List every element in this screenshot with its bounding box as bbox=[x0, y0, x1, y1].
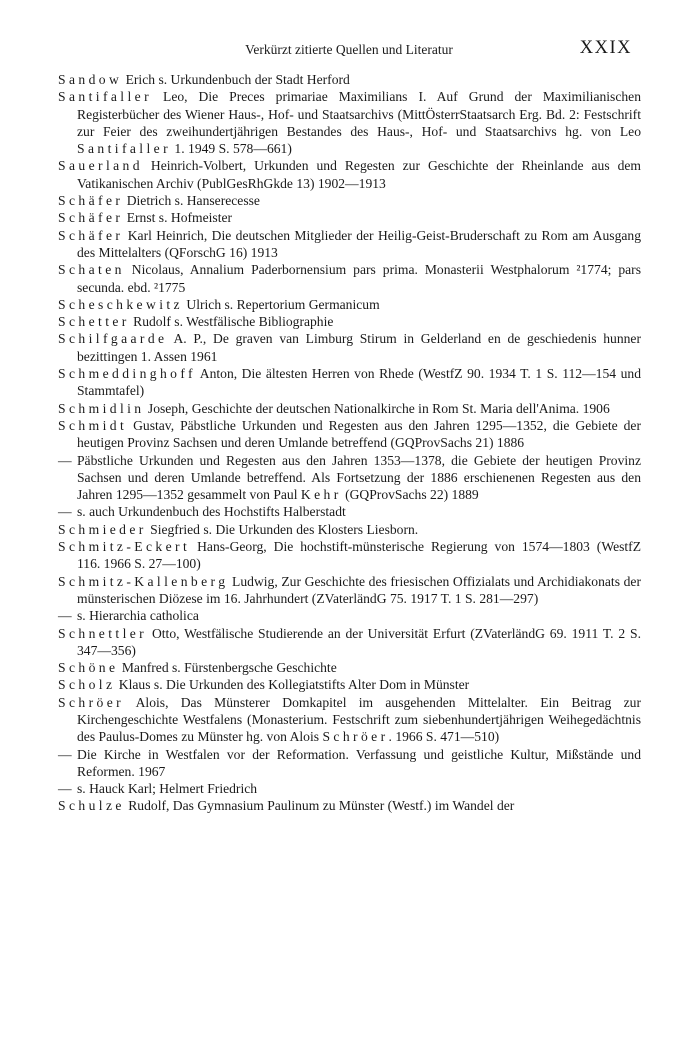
entry-text: 1. 1949 S. 578—661) bbox=[171, 141, 292, 157]
author-name: Schröer bbox=[322, 729, 389, 745]
author-name: Scheschkewitz bbox=[58, 296, 183, 312]
entry-text: Anton, Die ältesten Herren von Rhede (WestfZ 90. 1934 T. 1 S. 112—154 und Stammtafel) bbox=[77, 366, 641, 399]
entry-text: Ernst s. Hofmeister bbox=[123, 210, 233, 226]
bibliography-entry bbox=[58, 365, 641, 400]
author-name: Schmeddinghoff bbox=[58, 366, 196, 382]
repeat-author-dash: — bbox=[58, 746, 72, 762]
bibliography-entry bbox=[58, 417, 641, 452]
entry-text: Rudolf s. Westfälische Bibliographie bbox=[129, 314, 334, 330]
author-name: Schaten bbox=[58, 262, 125, 278]
entry-text: . 1966 S. 471—510) bbox=[388, 729, 500, 745]
bibliography-entry bbox=[58, 573, 641, 608]
author-name: Kehr bbox=[300, 487, 342, 503]
author-name: Schäfer bbox=[58, 227, 124, 243]
bibliography-entry bbox=[58, 209, 641, 226]
entry-text: Nicolaus, Annalium Paderbornensium pars prima. Monasterii Westphalorum ²1774; pars secunda. ebd. ²1775 bbox=[77, 262, 641, 295]
entry-text: Karl Heinrich, Die deutschen Mitglieder der Heilig-Geist-Bruderschaft zu Rom am Ausgang des Mittelalters (QForschG 16) 1913 bbox=[77, 227, 641, 260]
author-name: Santifaller bbox=[77, 141, 172, 157]
bibliography-entry bbox=[58, 694, 641, 746]
author-name: Schmitz-Eckert bbox=[58, 539, 191, 555]
bibliography-entry bbox=[58, 157, 641, 192]
bibliography-entry bbox=[58, 538, 641, 573]
author-name: Schäfer bbox=[58, 193, 124, 209]
entry-text: Gustav, Päbstliche Urkunden und Regesten aus den Jahren 1295—1352, die Gebiete der heutigen Provinz Sachsen und deren Umlande betreffend (GQProvSachs 21) 1886 bbox=[77, 417, 641, 451]
bibliography-entry bbox=[58, 192, 641, 209]
running-title: Verkürzt zitierte Quellen und Literatur bbox=[245, 42, 453, 57]
bibliography-entry bbox=[58, 88, 641, 157]
entry-text: Ludwig, Zur Geschichte des friesischen Offizialats und Archidiakonats der münsterischen Diözese im 16. Jahrhundert (ZVaterländG 75. 1917 T. 1 S. 281—297) bbox=[77, 573, 641, 606]
author-name: Schröer bbox=[58, 694, 125, 710]
repeat-author-dash: — bbox=[58, 452, 72, 468]
entry-text: Hans-Georg, Die hochstift-münsterische Regierung von 1574—1803 (WestfZ 116. 1966 S. 27—100) bbox=[77, 539, 641, 572]
author-name: Schnettler bbox=[58, 625, 148, 641]
author-name: Scholz bbox=[58, 677, 116, 693]
author-name: Schulze bbox=[58, 798, 125, 814]
author-name: Schöne bbox=[58, 660, 119, 676]
entry-text: Rudolf, Das Gymnasium Paulinum zu Münster (Westf.) im Wandel der bbox=[124, 798, 515, 814]
bibliography-entry bbox=[58, 227, 641, 262]
author-name: Schmieder bbox=[58, 521, 147, 537]
repeat-author-dash: — bbox=[58, 504, 72, 520]
entry-text: Klaus s. Die Urkunden des Kollegiatstifts Alter Dom in Münster bbox=[115, 677, 470, 693]
author-name: Schmitz-Kallenberg bbox=[58, 573, 229, 589]
entry-text: Joseph, Geschichte der deutschen Nationalkirche in Rom St. Maria dell'Anima. 1906 bbox=[144, 400, 610, 416]
entry-text: Otto, Westfälische Studierende an der Universität Erfurt (ZVaterländG 69. 1911 T. 2 S. 347—356) bbox=[77, 625, 641, 658]
author-name: Sauerland bbox=[58, 158, 143, 174]
entry-text: Ulrich s. Repertorium Germanicum bbox=[182, 296, 380, 312]
entry-text: s. Hauck Karl; Helmert Friedrich bbox=[77, 781, 258, 797]
bibliography-entry bbox=[58, 746, 641, 781]
bibliography-entry bbox=[58, 625, 641, 660]
author-name: Schmidlin bbox=[58, 400, 145, 416]
entry-text: Heinrich-Volbert, Urkunden und Regesten zur Geschichte der Rheinlande aus dem Vatikanischen Archiv (PublGesRhGkde 13) 1902—1913 bbox=[77, 158, 641, 191]
bibliography-entry bbox=[58, 607, 641, 624]
bibliography-entry bbox=[58, 503, 641, 520]
entry-text: s. Hierarchia catholica bbox=[77, 608, 199, 624]
entry-text: s. auch Urkundenbuch des Hochstifts Halberstadt bbox=[77, 504, 346, 520]
bibliography-entry bbox=[58, 261, 641, 296]
entry-text: Alois, Das Münsterer Domkapitel im ausgehenden Mittelalter. Ein Beitrag zur Kirchengeschichte Westfalens (Monasterium. Festschrift zum siebenhundertjährigen Weihegedächtnis des Paulus-Domes zu Münster hg. von Alois bbox=[77, 694, 641, 745]
bibliography-list bbox=[58, 71, 641, 815]
entry-text: (GQProvSachs 22) 1889 bbox=[341, 487, 479, 503]
entry-text: Leo, Die Preces primariae Maximilians I. Auf Grund der Maximilianischen Registerbücher des Wiener Haus-, Hof- und Staatsarchivs (MittÖsterrStaatsarch Erg. Bd. 2: Festschrift zur Feier des zweihundertjährigen Bestandes des Haus-, Hof- und Staatsarchivs hg. von Leo bbox=[77, 89, 641, 139]
entry-text: Dietrich s. Hanserecesse bbox=[123, 193, 260, 209]
entry-text: Siegfried s. Die Urkunden des Klosters Liesborn. bbox=[146, 521, 419, 537]
entry-text: A. P., De graven van Limburg Stirum in Gelderland en de geschiedenis hunner bezittingen 1. Assen 1961 bbox=[77, 331, 641, 364]
entry-text: Päbstliche Urkunden und Regesten aus den Jahren 1353—1378, die Gebiete der heutigen Provinz Sachsen und deren Umlande betreffend. Als Fortsetzung der 1886 erschienenen Regesten aus den Jahren 1295—1352 gesammelt von Paul bbox=[77, 452, 641, 503]
author-name: Schetter bbox=[58, 314, 130, 330]
author-name: Schäfer bbox=[58, 210, 124, 226]
bibliography-entry bbox=[58, 452, 641, 504]
author-name: Schmidt bbox=[58, 417, 128, 433]
bibliography-entry bbox=[58, 330, 641, 365]
entry-text: Manfred s. Fürstenbergsche Geschichte bbox=[118, 660, 337, 676]
bibliography-entry bbox=[58, 71, 641, 88]
bibliography-entry bbox=[58, 521, 641, 538]
entry-text: Die Kirche in Westfalen vor der Reformation. Verfassung und geistliche Kultur, Mißstände und Reformen. 1967 bbox=[77, 746, 641, 779]
repeat-author-dash: — bbox=[58, 781, 72, 797]
author-name: Sandow bbox=[58, 72, 123, 87]
bibliography-entry bbox=[58, 797, 641, 814]
bibliography-entry bbox=[58, 780, 641, 797]
author-name: Santifaller bbox=[58, 89, 153, 105]
repeat-author-dash: — bbox=[58, 608, 72, 624]
bibliography-entry bbox=[58, 400, 641, 417]
page-header bbox=[58, 36, 640, 62]
page-number: XXIX bbox=[579, 38, 632, 58]
bibliography-entry bbox=[58, 313, 641, 330]
author-name: Schilfgaarde bbox=[58, 331, 168, 347]
bibliography-entry bbox=[58, 296, 641, 313]
bibliography-entry bbox=[58, 659, 641, 676]
bibliography-entry bbox=[58, 676, 641, 693]
entry-text: Erich s. Urkundenbuch der Stadt Herford bbox=[122, 72, 350, 87]
